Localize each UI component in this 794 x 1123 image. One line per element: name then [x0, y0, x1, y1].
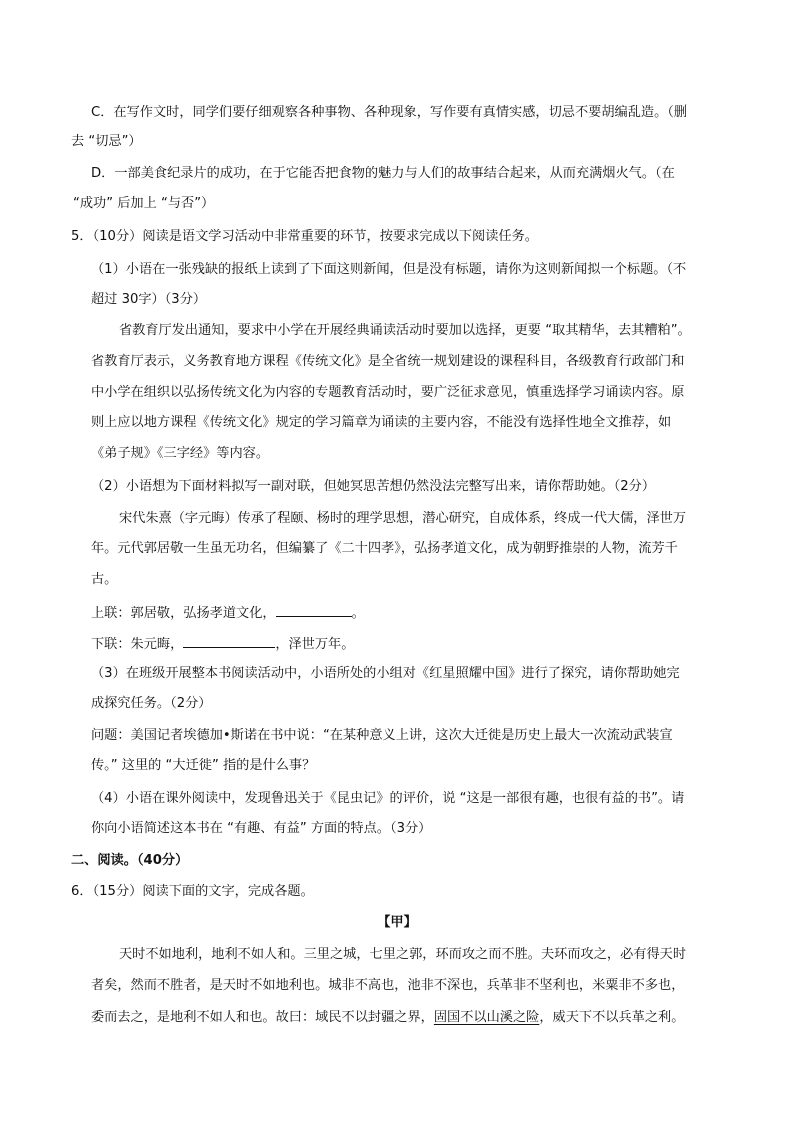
passage-line-1: 天时不如地利，地利不如人和。三里之城，七里之郭，环而攻之而不胜。夫环而攻之，必有得天时	[119, 947, 687, 962]
q5-sub3-line-2: 成探究任务。（2分）	[91, 696, 212, 711]
news-line-5: 《弟子规》《三字经》等内容。	[91, 446, 270, 461]
passage-line-3	[91, 1009, 684, 1027]
news-line-4: 则上应以地方课程《传统文化》规定的学习篇章为诵读的主要内容，不能没有选择性地全文推荐，如	[91, 415, 672, 430]
q5-sub3-line-1: （3）在班级开展整本书阅读活动中，小语所处的小组对《红星照耀中国》进行了探究，请你帮助她完	[91, 666, 680, 681]
passage-line-3-start: 委而去之，是地利不如人和也。故曰：域民不以封疆之界，	[91, 1010, 434, 1025]
q5-sub2-line-1: （2）小语想为下面材料拟写一副对联，但她冥思苦想仍然没法完整写出来，请你帮助她。（2分）	[91, 479, 656, 494]
news-line-1: 省教育厅发出通知，要求中小学在开展经典诵读活动时要加以选择，更要 “取其精华，去其糟粕”。	[119, 323, 691, 338]
q5-sub1-line-1: （1）小语在一张残缺的报纸上读到了下面这则新闻，但是没有标题，请你为这则新闻拟一个标题。（不	[91, 262, 687, 277]
question-line-1: 问题：美国记者埃德加•斯诺在书中说：“在某种意义上讲，这次大迁徙是历史上最大一次流动武装宣	[91, 728, 673, 743]
couplet-lower-end: ，泽世万年。	[275, 637, 355, 652]
passage-title: 【甲】	[377, 915, 417, 930]
couplet-lower-text: 下联：朱元晦，	[91, 637, 184, 652]
couplet-upper-end: 。	[351, 606, 365, 621]
couplet-upper-text: 上联：郭居敬，弘扬孝道文化，	[91, 606, 276, 621]
passage-line-3-end: ，威天下不以兵革之利。	[539, 1010, 685, 1025]
option-d-line-2: “成功” 后加上 “与否”）	[73, 196, 215, 211]
option-d-line-1: D．一部美食纪录片的成功，在于它能否把食物的魅力与人们的故事结合起来，从而充满烟火气。（在	[91, 166, 675, 181]
couplet-lower-blank	[183, 633, 275, 648]
material-line-1: 宋代朱熹（字元晦）传承了程颐、杨时的理学思想，潜心研究，自成体系，终成一代大儒，泽世万	[119, 511, 687, 526]
couplet-upper-blank	[276, 602, 352, 617]
q5-sub1-line-2: 超过 30字）（3分）	[91, 292, 207, 307]
option-c-line-2: 去 “切忌”）	[71, 134, 142, 149]
q5-sub4-line-1: （4）小语在课外阅读中，发现鲁迅关于《昆虫记》的评价，说 “这是一部很有趣，也很有益的书”。请	[91, 791, 685, 806]
section-2-title: 二、阅读。（40分）	[71, 853, 189, 868]
question-5-stem: 5．（10分）阅读是语文学习活动中非常重要的环节，按要求完成以下阅读任务。	[71, 229, 538, 244]
news-line-2: 省教育厅表示，义务教育地方课程《传统文化》是全省统一规划建设的课程科目，各级教育行政部门和	[91, 354, 685, 369]
passage-line-2: 者矣，然而不胜者，是天时不如地利也。城非不高也，池非不深也，兵革非不坚利也，米粟非不多也，	[91, 978, 685, 993]
q5-sub4-line-2: 你向小语简述这本书在 “有趣、有益” 方面的特点。（3分）	[91, 821, 432, 836]
material-line-3: 古。	[91, 572, 118, 587]
option-c-line-1: C．在写作文时，同学们要仔细观察各种事物、各种现象，写作要有真情实感，切忌不要胡编乱造。（删	[91, 105, 688, 120]
underlined-phrase: 固国不以山溪之险	[433, 1010, 540, 1025]
news-line-3: 中小学在组织以弘扬传统文化为内容的专题教育活动时，要广泛征求意见，慎重选择学习诵读内容。原	[91, 385, 685, 400]
couplet-upper	[91, 602, 365, 620]
question-6-stem: 6．（15分）阅读下面的文字，完成各题。	[71, 884, 314, 899]
material-line-2: 年。元代郭居敬一生虽无功名，但编纂了《二十四孝》，弘扬孝道文化，成为朝野推崇的人物，流芳千	[91, 541, 678, 556]
question-line-2: 传。” 这里的 “大迁徙” 指的是什么事？	[91, 758, 316, 773]
couplet-lower	[91, 633, 354, 651]
